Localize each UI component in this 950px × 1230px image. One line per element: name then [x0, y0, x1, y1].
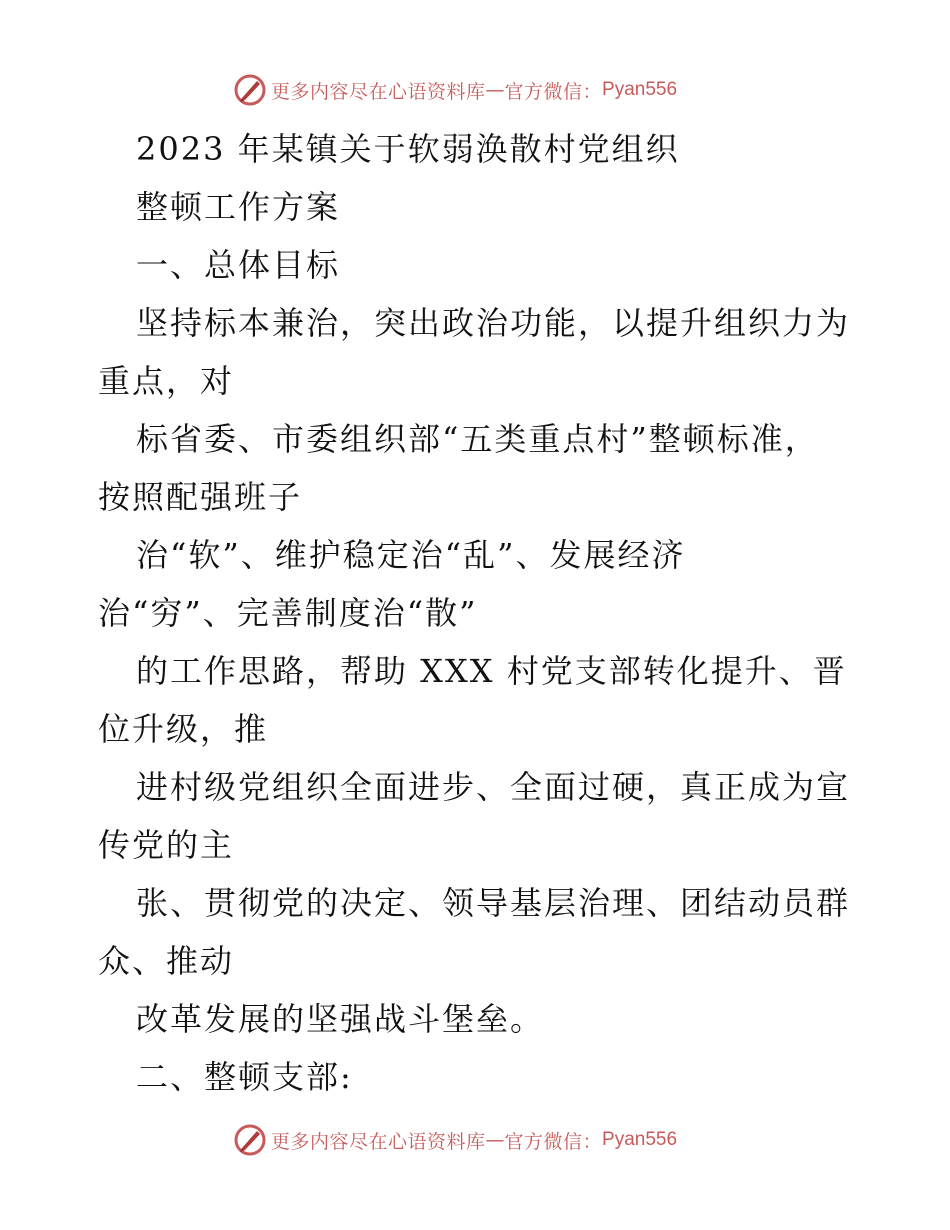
header-banner [233, 72, 677, 108]
paragraph-line: 坚持标本兼治，突出政治功能，以提升组织力为 [136, 304, 851, 342]
paragraph-line: 治“软”、维护稳定治“乱”、发展经济 [136, 536, 686, 574]
paragraph-line: 的工作思路，帮助 XXX 村党支部转化提升、晋 [136, 652, 847, 690]
paragraph-line: 治“穷”、完善制度治“散” [98, 594, 478, 632]
wechat-id: Pyan556 [602, 1129, 678, 1150]
paragraph-line: 标省委、市委组织部“五类重点村”整顿标准， [136, 420, 819, 458]
paragraph-line: 进村级党组织全面进步、全面过硬，真正成为宣 [136, 768, 851, 806]
paragraph-line: 按照配强班子 [98, 478, 303, 516]
paragraph-line: 张、贯彻党的决定、领导基层治理、团结动员群 [136, 884, 851, 922]
pen-circle-logo-icon [233, 1123, 267, 1157]
paragraph-line: 众、推动 [98, 942, 235, 980]
footer-banner [233, 1122, 677, 1158]
section-heading-2: 二、整顿支部: [136, 1058, 353, 1096]
banner-text: 更多内容尽在心语资料库 [271, 80, 486, 103]
pen-circle-logo-icon [233, 73, 267, 107]
paragraph-line: 重点，对 [98, 362, 235, 400]
paragraph-line: 改革发展的坚强战斗堡垒。 [136, 1000, 545, 1038]
banner-text: 更多内容尽在心语资料库 [271, 1130, 486, 1153]
section-heading-1: 一、总体目标 [136, 246, 341, 284]
banner-suffix: 官方微信： [504, 1130, 603, 1153]
doc-title-line-2: 整顿工作方案 [136, 188, 341, 226]
paragraph-line: 传党的主 [98, 826, 235, 864]
paragraph-line: 位升级，推 [98, 710, 269, 748]
wechat-id: Pyan556 [602, 79, 678, 100]
document-body [98, 120, 858, 1106]
banner-separator: — [485, 79, 505, 101]
banner-suffix: 官方微信： [504, 80, 603, 103]
doc-title-line-1: 2023 年某镇关于软弱涣散村党组织 [136, 130, 680, 168]
banner-separator: — [485, 1129, 505, 1151]
